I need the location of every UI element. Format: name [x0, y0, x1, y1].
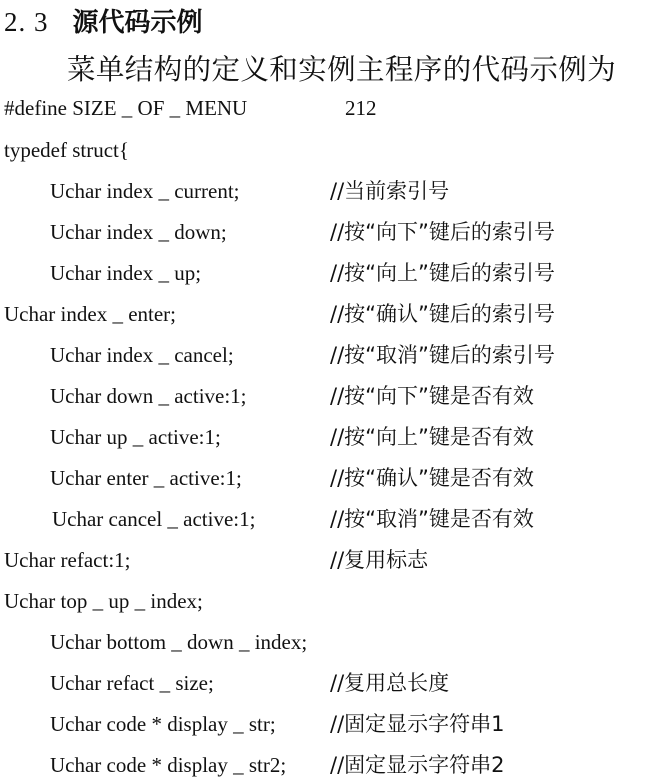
code-text: Uchar enter _ active:1;	[50, 466, 242, 490]
code-text: Uchar index _ cancel;	[50, 343, 234, 367]
code-text: Uchar code * display _ str;	[50, 712, 276, 736]
code-comment: //复用总长度	[330, 671, 450, 695]
code-text: #define SIZE _ OF _ MENU	[4, 96, 248, 120]
code-line	[0, 176, 655, 206]
code-text: Uchar cancel _ active:1;	[52, 507, 256, 531]
code-line	[0, 750, 655, 780]
code-comment: //固定显示字符串1	[330, 712, 505, 736]
code-line	[0, 381, 655, 411]
code-comment: //按“确认”键是否有效	[330, 466, 534, 490]
code-line	[0, 299, 655, 329]
define-value: 212	[345, 96, 377, 120]
code-text: Uchar top _ up _ index;	[4, 589, 203, 613]
code-text: Uchar down _ active:1;	[50, 384, 247, 408]
code-text: Uchar code * display _ str2;	[50, 753, 287, 777]
code-comment: //按“取消”键是否有效	[330, 507, 534, 531]
code-comment: //按“取消”键后的索引号	[330, 343, 555, 367]
code-line	[0, 668, 655, 698]
code-line	[0, 709, 655, 739]
code-line	[0, 545, 655, 575]
code-line	[0, 627, 655, 657]
code-text: Uchar index _ current;	[50, 179, 240, 203]
code-comment: //当前索引号	[330, 179, 450, 203]
code-line	[0, 93, 655, 123]
code-comment: //固定显示字符串2	[330, 753, 505, 777]
code-line	[0, 504, 655, 534]
code-line	[0, 340, 655, 370]
code-text: typedef struct{	[4, 138, 129, 162]
code-text: Uchar index _ down;	[50, 220, 227, 244]
code-comment: //按“向下”键后的索引号	[330, 220, 555, 244]
code-text: Uchar index _ up;	[50, 261, 202, 285]
code-line	[0, 463, 655, 493]
code-comment: //按“确认”键后的索引号	[330, 302, 555, 326]
code-line	[0, 258, 655, 288]
section-title: 源代码示例	[72, 8, 203, 38]
code-comment: //按“向下”键是否有效	[330, 384, 534, 408]
code-line	[0, 217, 655, 247]
code-text: Uchar index _ enter;	[4, 302, 177, 326]
intro-paragraph: 菜单结构的定义和实例主程序的代码示例为	[67, 53, 617, 86]
code-comment: //按“向上”键是否有效	[330, 425, 534, 449]
section-heading	[4, 2, 203, 36]
code-line	[0, 422, 655, 452]
code-text: Uchar up _ active:1;	[50, 425, 221, 449]
code-text: Uchar bottom _ down _ index;	[50, 630, 308, 654]
code-text: Uchar refact:1;	[4, 548, 131, 572]
code-comment: //按“向上”键后的索引号	[330, 261, 555, 285]
section-number: 2. 3	[4, 7, 49, 37]
code-line	[0, 135, 655, 165]
code-line	[0, 586, 655, 616]
code-comment: //复用标志	[330, 548, 429, 572]
code-text: Uchar refact _ size;	[50, 671, 214, 695]
